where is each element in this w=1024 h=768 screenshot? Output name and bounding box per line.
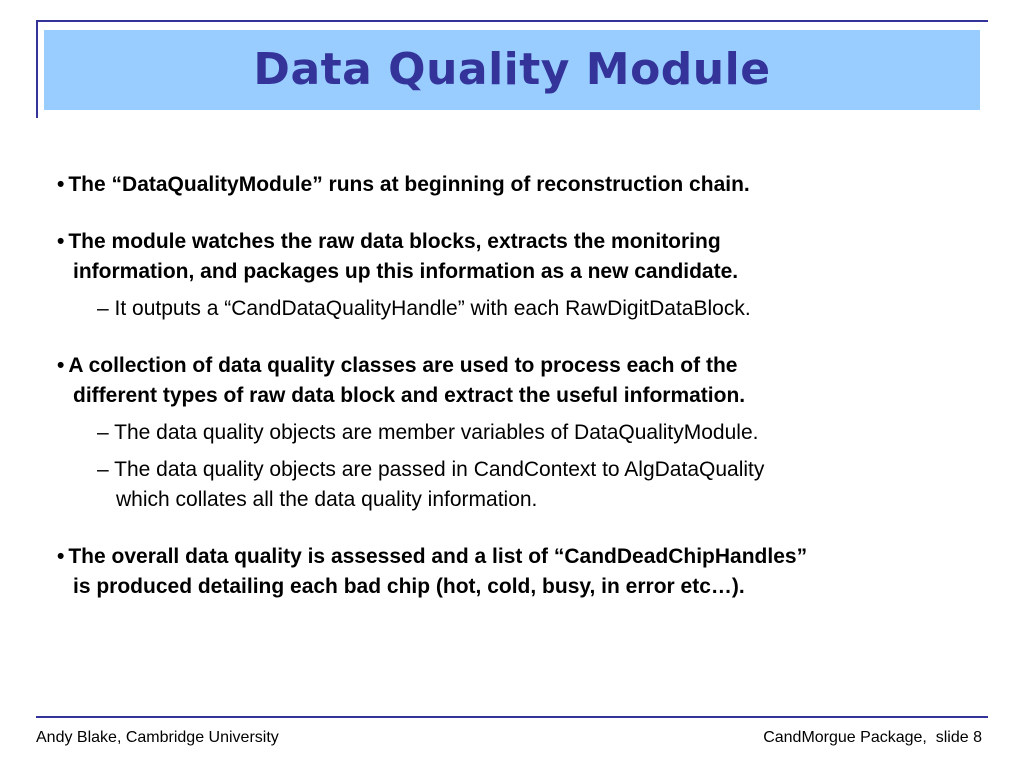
sub-bullet-3-2-text-line2: which collates all the data quality information. <box>116 488 538 511</box>
sub-bullet-3-1-text: – The data quality objects are member variables of DataQualityModule. <box>97 421 759 444</box>
bullet-2 <box>57 227 997 287</box>
sub-bullet-3-1 <box>57 418 997 448</box>
sub-bullet-2-1 <box>57 294 997 324</box>
footer-author: Andy Blake, Cambridge University <box>36 729 279 746</box>
left-rule <box>36 20 38 118</box>
bullet-1-text: The “DataQualityModule” runs at beginning of reconstruction chain. <box>68 173 750 196</box>
bullet-3-text-line1: A collection of data quality classes are used to process each of the <box>68 354 738 377</box>
slide-title: Data Quality Module <box>253 44 771 95</box>
bullet-1 <box>57 170 997 200</box>
bullet-icon: • <box>57 545 65 568</box>
bullet-2-text-line1: The module watches the raw data blocks, extracts the monitoring <box>68 230 721 253</box>
sub-bullet-3-2-text-line1: – The data quality objects are passed in CandContext to AlgDataQuality <box>97 458 765 481</box>
title-band <box>44 30 980 110</box>
bullet-icon: • <box>57 173 65 196</box>
bullet-2-text-line2: information, and packages up this information as a new candidate. <box>73 260 739 283</box>
bullet-4-text-line1: The overall data quality is assessed and a list of “CandDeadChipHandles” <box>68 545 808 568</box>
bullet-3 <box>57 351 997 411</box>
bottom-rule <box>36 716 988 718</box>
bullet-3-text-line2: different types of raw data block and extract the useful information. <box>73 384 746 407</box>
bullet-icon: • <box>57 354 65 377</box>
footer-slide-info: CandMorgue Package, slide 8 <box>763 729 982 746</box>
bullet-icon: • <box>57 230 65 253</box>
sub-bullet-2-1-text: – It outputs a “CandDataQualityHandle” with each RawDigitDataBlock. <box>97 297 751 320</box>
top-rule <box>36 20 988 22</box>
bullet-4 <box>57 542 997 602</box>
slide-body <box>57 170 997 602</box>
sub-bullet-3-2 <box>57 455 997 515</box>
bullet-4-text-line2: is produced detailing each bad chip (hot, cold, busy, in error etc…). <box>73 575 745 598</box>
